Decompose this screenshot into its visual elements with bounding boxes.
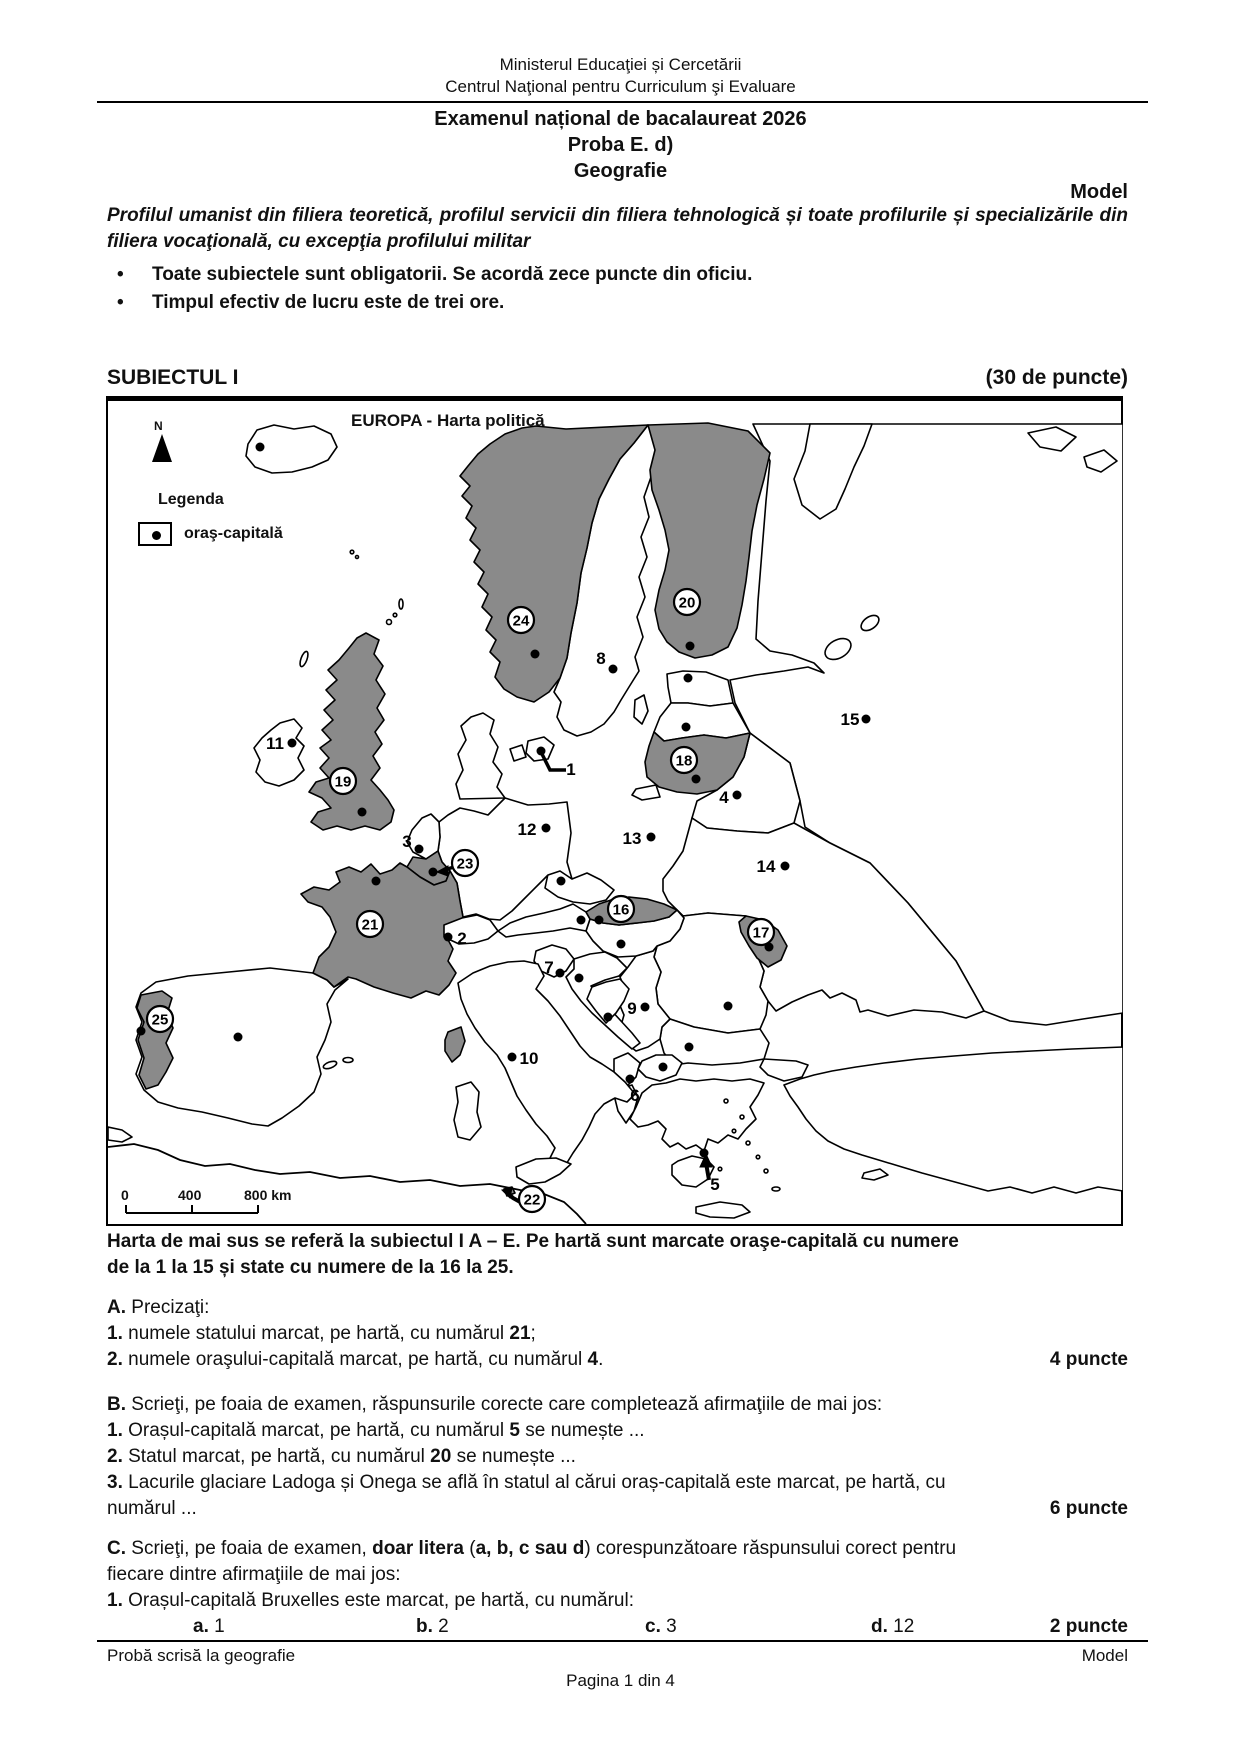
capital-city-dot xyxy=(700,1149,709,1158)
text-segment: numele oraşului-capitală marcat, pe hartă, cu numărul xyxy=(122,1349,588,1370)
orkney-islands xyxy=(393,613,397,617)
country-estonia xyxy=(667,671,733,706)
legend-symbol-box xyxy=(138,522,172,546)
text-line xyxy=(107,1255,1128,1280)
capital-city-dot xyxy=(862,715,871,724)
island-menorca xyxy=(343,1058,353,1063)
capital-city-dot xyxy=(692,775,701,784)
footer-left: Probă scrisă la geografie xyxy=(107,1646,296,1665)
state-number-label: 23 xyxy=(456,855,474,873)
text-line xyxy=(107,1229,1128,1254)
text-line xyxy=(107,1347,1128,1372)
state-number-label: 21 xyxy=(361,916,379,934)
text-segment: 1. xyxy=(107,1590,123,1611)
capital-city-dot xyxy=(575,974,584,983)
answer-option xyxy=(416,1614,449,1639)
text-line xyxy=(107,1562,1128,1587)
capital-city-dot xyxy=(508,1053,517,1062)
capital-city-dot xyxy=(556,969,565,978)
text-segment: numele statului marcat, pe hartă, cu numărul xyxy=(122,1323,510,1344)
capital-city-dot xyxy=(415,845,424,854)
capital-number-label: 4 xyxy=(719,788,729,807)
capital-city-dot xyxy=(595,916,604,925)
bullet-icon: • xyxy=(117,292,124,313)
text-segment: 1. xyxy=(107,1323,123,1344)
capital-city-dot xyxy=(609,665,618,674)
text-line xyxy=(107,1321,1128,1346)
text-segment: Harta de mai sus se referă la subiectul I A – E. Pe hartă sunt marcate oraşe-capitală cu numere xyxy=(107,1231,959,1252)
text-segment: ) corespunzătoare răspunsului corect pentru xyxy=(584,1538,957,1559)
capital-number-label: 15 xyxy=(840,710,860,729)
capital-city-dot xyxy=(137,1027,146,1036)
subject1-heading: SUBIECTUL I xyxy=(107,366,239,389)
country-czechia xyxy=(545,870,614,904)
text-segment: Lacurile glaciare Ladoga și Onega se află în statul al cărui oraș-capitală este marcat, pe hartă, cu xyxy=(122,1472,946,1493)
text-segment: numărul ... xyxy=(107,1498,197,1519)
capital-city-dot xyxy=(531,650,540,659)
capital-city-dot xyxy=(724,1002,733,1011)
text-segment: Scrieţi, pe foaia de examen, xyxy=(126,1538,373,1559)
points-label: 2 puncte xyxy=(1049,1616,1128,1637)
legend-capital-label: oraş-capitală xyxy=(184,525,283,542)
text-segment: 20 xyxy=(430,1446,452,1467)
shetland-islands xyxy=(399,599,403,609)
capital-number-label: 5 xyxy=(710,1175,720,1194)
ministry-line: Ministerul Educaţiei și Cercetării xyxy=(499,55,742,74)
state-number-label: 18 xyxy=(675,752,693,770)
capital-number-label: 12 xyxy=(517,820,537,839)
text-segment: B. xyxy=(107,1394,126,1415)
capital-city-dot xyxy=(647,833,656,842)
answer-option xyxy=(193,1614,225,1639)
capital-city-dot xyxy=(288,739,297,748)
scale-0: 0 xyxy=(121,1187,129,1203)
island-mallorca xyxy=(322,1060,337,1070)
capital-city-dot xyxy=(659,1063,668,1072)
capital-city-dot xyxy=(626,1075,635,1084)
text-segment: fiecare dintre afirmaţiile de mai jos: xyxy=(107,1564,401,1585)
text-segment: 4 xyxy=(587,1349,599,1370)
text-segment: Scrieţi, pe foaia de examen, răspunsurile corecte care completează afirmaţiile de mai jos: xyxy=(126,1394,883,1415)
footer-page: Pagina 1 din 4 xyxy=(566,1671,675,1690)
text-segment: Precizaţi: xyxy=(126,1297,210,1318)
text-line xyxy=(107,1470,1128,1495)
africa-coast-tip xyxy=(108,1127,132,1142)
exam-title: Examenul național de bacalaureat 2026 xyxy=(434,108,807,130)
island-cyprus xyxy=(862,1169,888,1180)
capital-city-dot xyxy=(577,916,586,925)
island-sicily xyxy=(516,1158,571,1184)
capital-number-label: 7 xyxy=(544,958,554,977)
text-segment: se numește ... xyxy=(451,1446,576,1467)
capital-city-dot xyxy=(733,791,742,800)
capital-city-dot xyxy=(234,1033,243,1042)
capital-city-dot xyxy=(372,877,381,886)
bullet-text: Timpul efectiv de lucru este de trei ore. xyxy=(152,292,505,313)
text-segment: 2. xyxy=(107,1349,123,1370)
capital-number-label: 2 xyxy=(457,929,467,948)
option-value: 1 xyxy=(214,1616,225,1637)
map-title: EUROPA - Harta politică xyxy=(351,411,545,430)
text-line xyxy=(107,1536,1128,1561)
capital-city-dot xyxy=(781,862,790,871)
text-segment: ; xyxy=(530,1323,536,1344)
text-segment: 21 xyxy=(509,1323,531,1344)
country-turkey xyxy=(784,1047,1123,1193)
text-line xyxy=(107,1295,1128,1320)
europe-political-map xyxy=(106,396,1123,1226)
island-sardinia xyxy=(454,1082,481,1140)
exam-subject: Geografie xyxy=(573,160,668,182)
orkney-islands xyxy=(387,620,392,625)
text-segment: A. xyxy=(107,1297,126,1318)
text-segment: Orașul-capitală Bruxelles este marcat, pe hartă, cu numărul: xyxy=(122,1590,634,1611)
country-denmark xyxy=(456,713,505,799)
aegean-island xyxy=(732,1129,736,1133)
points-label: 4 puncte xyxy=(1049,1349,1128,1370)
text-segment: 1. xyxy=(107,1420,123,1441)
capital-city-dot xyxy=(557,877,566,886)
aegean-island xyxy=(756,1155,760,1159)
capital-city-dot xyxy=(682,723,691,732)
island-fyn xyxy=(510,745,526,761)
country-uk xyxy=(309,633,394,830)
footer-right: Model xyxy=(1081,1646,1128,1665)
capital-number-label: 6 xyxy=(630,1086,640,1105)
state-number-label: 19 xyxy=(334,773,352,791)
capital-number-label: 8 xyxy=(596,649,606,668)
aegean-island xyxy=(718,1167,722,1171)
capital-city-dot xyxy=(641,1003,650,1012)
subject1-points: (30 de puncte) xyxy=(985,366,1128,389)
country-finland xyxy=(648,423,770,658)
option-value: 2 xyxy=(438,1616,449,1637)
aegean-island xyxy=(740,1115,744,1119)
aegean-island xyxy=(764,1169,768,1173)
text-segment: a, b, c sau d xyxy=(475,1538,585,1559)
capital-city-dot xyxy=(444,933,453,942)
text-line xyxy=(107,1496,1128,1521)
text-segment: C. xyxy=(107,1538,126,1559)
faroe-islands xyxy=(350,550,354,554)
legend-title: Legenda xyxy=(158,491,224,508)
turkish-thrace xyxy=(760,1059,808,1081)
state-number-label: 17 xyxy=(752,924,770,942)
capital-number-label: 3 xyxy=(402,832,412,851)
capital-number-label: 10 xyxy=(519,1049,539,1068)
island-gotland xyxy=(634,695,648,724)
kaliningrad xyxy=(632,785,660,800)
option-letter: d. xyxy=(871,1616,894,1637)
hebrides xyxy=(298,650,309,667)
capital-city-dot xyxy=(684,674,693,683)
answer-option xyxy=(871,1614,914,1639)
text-segment: 3. xyxy=(107,1472,123,1493)
scale-400: 400 xyxy=(178,1187,202,1203)
capital-city-dot xyxy=(686,642,695,651)
option-letter: b. xyxy=(416,1616,439,1637)
option-letter: a. xyxy=(193,1616,215,1637)
text-line xyxy=(107,1392,1128,1417)
text-segment: ( xyxy=(463,1538,476,1559)
aegean-island xyxy=(724,1099,728,1103)
faroe-islands xyxy=(356,556,359,559)
text-line xyxy=(107,1588,1128,1613)
scale-800: 800 km xyxy=(244,1187,292,1203)
text-segment: Statul marcat, pe hartă, cu numărul xyxy=(122,1446,431,1467)
bullet-text: Toate subiectele sunt obligatorii. Se acordă zece puncte din oficiu. xyxy=(152,264,753,285)
capital-number-label: 13 xyxy=(622,829,642,848)
text-line xyxy=(107,1418,1128,1443)
capital-city-dot xyxy=(429,868,438,877)
answer-option xyxy=(645,1614,677,1639)
bullet-icon: • xyxy=(117,264,124,285)
capital-city-dot xyxy=(685,1043,694,1052)
option-value: 12 xyxy=(893,1616,915,1637)
header-rule xyxy=(97,101,1148,103)
capital-city-dot xyxy=(617,940,626,949)
island-corsica xyxy=(445,1027,465,1062)
state-number-label: 25 xyxy=(151,1011,169,1029)
points-label: 6 puncte xyxy=(1049,1498,1128,1519)
capital-city-dot xyxy=(358,808,367,817)
text-segment: 2. xyxy=(107,1446,123,1467)
state-number-label: 24 xyxy=(512,612,530,630)
text-segment: . xyxy=(598,1349,604,1370)
exam-proba: Proba E. d) xyxy=(567,134,674,156)
capital-city-dot xyxy=(542,824,551,833)
state-number-label: 22 xyxy=(523,1191,541,1209)
text-segment: 5 xyxy=(509,1420,520,1441)
island-crete xyxy=(696,1202,750,1218)
footer-rule xyxy=(97,1640,1148,1642)
aegean-island xyxy=(746,1141,750,1145)
state-number-label: 16 xyxy=(612,901,630,919)
state-number-label: 20 xyxy=(678,594,696,612)
text-segment: de la 1 la 15 și state cu numere de la 16 la 25. xyxy=(107,1257,514,1278)
profile-paragraph: Profilul umanist din filiera teoretică, profilul servicii din filiera tehnologică și toate profilurile și specializările din filiera vocaţională, cu excepţia profilului militar xyxy=(107,205,1128,252)
capital-number-label: 1 xyxy=(566,760,576,779)
center-line: Centrul Naţional pentru Curriculum şi Evaluare xyxy=(445,77,796,96)
text-line xyxy=(107,1444,1128,1469)
text-segment: doar litera xyxy=(372,1538,464,1559)
capital-city-dot xyxy=(537,747,546,756)
capital-dot-icon xyxy=(152,531,161,540)
island-rhodes xyxy=(772,1187,780,1191)
text-segment: Orașul-capitală marcat, pe hartă, cu numărul xyxy=(122,1420,510,1441)
text-segment: se numește ... xyxy=(519,1420,645,1441)
capital-city-dot xyxy=(604,1013,613,1022)
capital-number-label: 14 xyxy=(756,857,776,876)
option-letter: c. xyxy=(645,1616,667,1637)
capital-number-label: 9 xyxy=(627,999,637,1018)
north-arrow-icon xyxy=(152,434,172,462)
capital-city-dot xyxy=(256,443,265,452)
model-label: Model xyxy=(1070,181,1128,203)
capital-number-label: 11 xyxy=(266,734,284,753)
option-value: 3 xyxy=(666,1616,677,1637)
north-label: N xyxy=(154,419,163,433)
